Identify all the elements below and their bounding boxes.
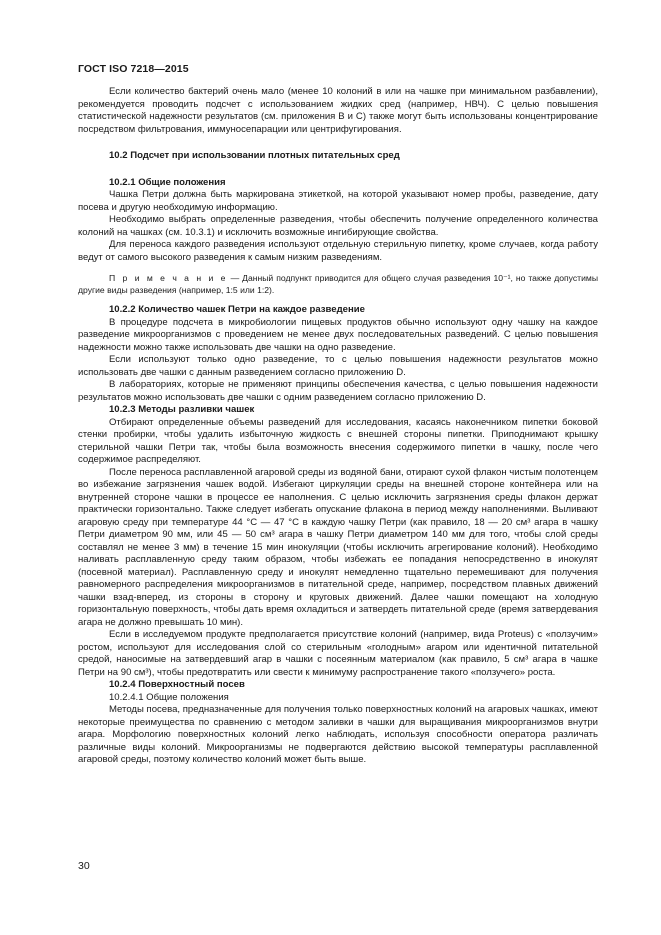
intro-paragraph: Если количество бактерий очень мало (менее 10 колоний в или на чашке при минимальном разбавлении), рекомендуется проводить подсчет с использованием жидких сред (например, НВЧ). С целью повышения статистической надежности результатов (см. приложения В и С) также могут быть использованы концентрирование посредством фильтрования, иммуносепарации или центрифугирования. [78,86,598,135]
section-10-2-heading: 10.2 Подсчет при использовании плотных питательных сред [109,150,400,161]
paragraph: Методы посева, предназначенные для получения только поверхностных колоний на агаровых чашках, имеют некоторые преимущества по сравнению с методом заливки в чашки для выращивания микроорганизмов внутри агара. Морфологию поверхностных колоний легко наблюдать, используя способности оператора различать различные виды колоний. Микроорганизмы не подвергаются действию высокой температуры расплавленной агаровой среды, поэтому количество колоний может быть выше. [78,704,598,765]
note-label: П р и м е ч а н и е [109,273,228,283]
document-body [78,86,598,767]
section-10-2-4-heading: 10.2.4 Поверхностный посев [109,679,245,690]
paragraph: Если используют только одно разведение, то с целью повышения надежности результатов можно использовать две чашки с данным разведением согласно приложению D. [78,354,598,378]
page-header: ГОСТ ISO 7218—2015 [78,63,189,75]
note-text: — Данный подпункт приводится для общего случая разведения 10⁻¹, но также допустимы другие виды разведения (например, 1:5 или 1:2). [78,273,598,295]
paragraph: Отбирают определенные объемы разведений для исследования, касаясь наконечником пипетки боковой стенки пробирки, чтобы удалить избыточную жидкость с внешней стороны пипетки. Приподнимают крышку стерильной чашки Петри так, чтобы была возможность внесения содержимого пипетки в чашку, после чего содержимое распределяют. [78,416,598,465]
section-10-2-4-1-heading: 10.2.4.1 Общие положения [109,691,229,703]
section-10-2-1-heading: 10.2.1 Общие положения [109,176,226,188]
section-10-2-3-heading: 10.2.3 Методы разливки чашек [109,404,255,415]
paragraph: В лабораториях, которые не применяют принципы обеспечения качества, с целью повышения надежности результатов можно использовать две чашки с одним разведением согласно приложению D. [78,379,598,403]
paragraph: После переноса расплавленной агаровой среды из водяной бани, отирают сухой флакон чистым полотенцем во избежание загрязнения чашек водой. Избегают циркуляции среды на внешней стороне контейнера или на внутренней стороне чашки в процессе ее наполнения. С целью исключить загрязнения среды флакон держат практически горизонтально. Также следует избегать опускание флакона в период между наполнениями. Выливают агаровую среду при температуре 44 °С — 47 °С в каждую чашку Петри (как правило, 18 — 20 см³ агара в чашку Петри диаметром 90 мм, или 45 — 50 см³ агара в чашку Петри диаметром 140 мм для того, чтобы слой среды составлял не менее 3 мм) в течение 15 мин инокуляции (чтобы исключить агрегирование колоний). Необходимо наливать расплавленную среду таким образом, чтобы избежать ее попадания непосредственно в инокулят (посевной материал). Расплавленную среду и инокулят немедленно тщательно перемешивают для получения равномерного распределения микроорганизмов в питательной среде, например, посредством плавных движений чашки взад-вперед, из стороны в сторону и круговых движений. Далее чашки помещают на холодную горизонтальную поверхность, чтобы дать время охладиться и затвердеть питательной среде (время затвердевания агара не должно превышать 10 мин). [78,466,598,628]
page-number: 30 [78,860,90,872]
paragraph: Если в исследуемом продукте предполагается присутствие колоний (например, вида Proteus) с «ползучим» ростом, используют для исследования слой со стерильным «голодным» агаром или идентичной питательной средой, наносимые на затвердевший агар в чашки с посеянным материалом (как правило, 5 см³ агара в чашке Петри на 90 см³), чтобы предотвратить или свести к минимуму распространение такого «ползучего» роста. [78,629,598,678]
paragraph: Для переноса каждого разведения используют отдельную стерильную пипетку, кроме случаев, когда работу ведут от самого высокого разведения к самым низким разведениям. [78,239,598,263]
paragraph: Необходимо выбрать определенные разведения, чтобы обеспечить получение определенного количества колоний на чашках (см. 10.3.1) и исключить возможные ингибирующие свойства. [78,214,598,238]
section-10-2-2-heading: 10.2.2 Количество чашек Петри на каждое разведение [109,304,365,315]
note [78,273,598,296]
paragraph: В процедуре подсчета в микробиологии пищевых продуктов обычно используют одну чашку на каждое разведение микроорганизмов с проведением не менее двух последовательных разведений. С целью повышения надежности можно также использовать две чашки на одно разведение. [78,316,598,353]
paragraph: Чашка Петри должна быть маркирована этикеткой, на которой указывают номер пробы, разведение, дату посева и другую необходимую информацию. [78,189,598,213]
